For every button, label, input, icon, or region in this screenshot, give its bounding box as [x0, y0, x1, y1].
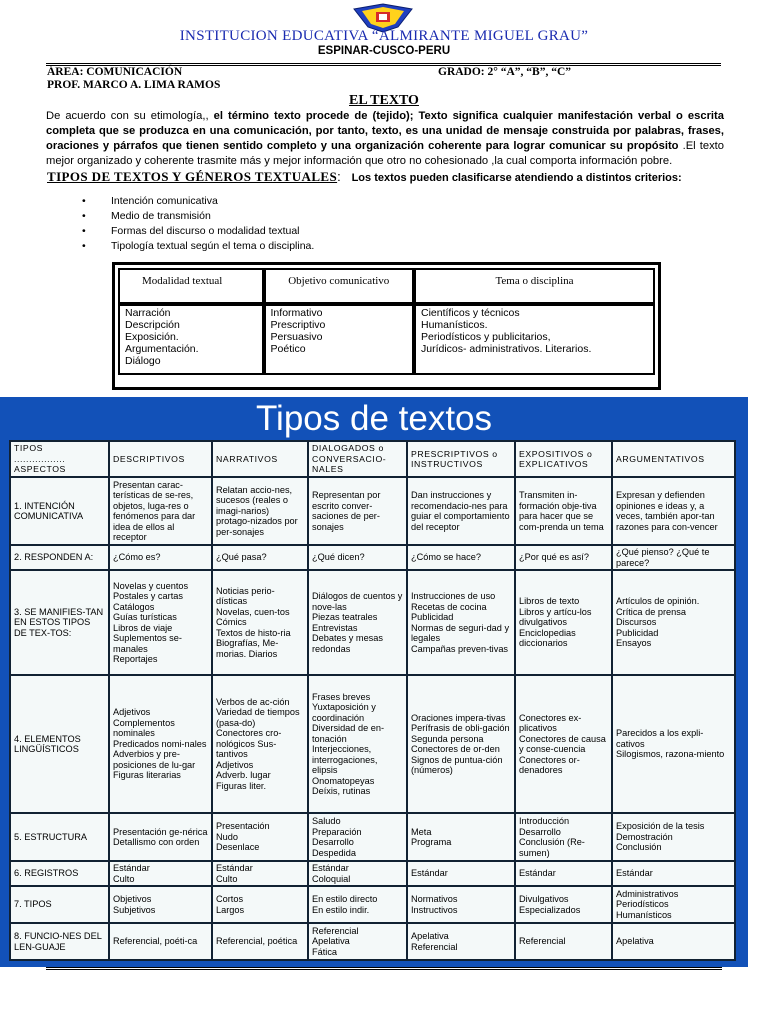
- list-item: • Formas del discurso o modalidad textual: [82, 224, 314, 239]
- types-panel-title: Tipos de textos: [255, 399, 493, 438]
- table-header: Tema o disciplina: [414, 268, 655, 304]
- table-cell: Diálogos de cuentos y nove-las Piezas teatrales Entrevistas Debates y mesas redondas: [308, 570, 407, 675]
- table-cell: Conectores ex-plicativos Conectores de causa y conse-cuencia Conectores or-denadores: [515, 675, 612, 813]
- table-cell: Representan por escrito conver-saciones de per-sonajes: [308, 477, 407, 545]
- types-heading-title: TIPOS DE TEXTOS Y GÉNEROS TEXTUALES: [47, 169, 338, 184]
- table-cell: ¿Qué dicen?: [308, 545, 407, 570]
- types-heading-criteria: Los textos pueden clasificarse atendiendo a distintos criterios:: [351, 172, 682, 184]
- intro-text-end: .El texto mejor organizado y coherente trasmite más y mejor información que otro no cohesionado ,la cual comporta información pobre.: [46, 140, 724, 167]
- table-header: Modalidad textual: [118, 268, 264, 304]
- table-cell: Presentación ge-nérica Detallismo con orden: [109, 813, 212, 861]
- classification-box: [112, 262, 661, 390]
- table-cell: Estándar: [515, 861, 612, 886]
- table-row: [10, 813, 735, 861]
- school-name: INSTITUCION EDUCATIVA “ALMIRANTE MIGUEL GRAU”: [179, 28, 589, 44]
- row-label: 4. ELEMENTOS LINGÜÍSTICOS: [10, 675, 109, 813]
- table-cell: Noticias perio-dísticas Novelas, cuen-tos Cómics Textos de histo-ria Biografías, Me-morias. Diarios: [212, 570, 308, 675]
- table-cell: Objetivos Subjetivos: [109, 886, 212, 923]
- table-row: [10, 545, 735, 570]
- section-title: EL TEXTO: [349, 93, 419, 108]
- table-cell: Saludo Preparación Desarrollo Despedida: [308, 813, 407, 861]
- table-cell: Referencial Apelativa Fática: [308, 923, 407, 960]
- table-cell: Estándar Culto: [109, 861, 212, 886]
- table-header: DESCRIPTIVOS: [109, 441, 212, 477]
- table-header: NARRATIVOS: [212, 441, 308, 477]
- types-heading: [47, 169, 682, 185]
- table-cell: Estándar Coloquial: [308, 861, 407, 886]
- list-item: • Intención comunicativa: [82, 194, 314, 209]
- teacher-name: PROF. MARCO A. LIMA RAMOS: [47, 79, 221, 91]
- table-cell: Referencial, poéti-ca: [109, 923, 212, 960]
- table-cell: Dan instrucciones y recomendacio-nes para guiar el comportamiento del receptor: [407, 477, 515, 545]
- table-cell: Exposición de la tesis Demostración Conclusión: [612, 813, 735, 861]
- table-cell: Introducción Desarrollo Conclusión (Re-sumen): [515, 813, 612, 861]
- table-cell: ¿Cómo es?: [109, 545, 212, 570]
- school-location: ESPINAR-CUSCO-PERU: [317, 45, 451, 57]
- table-cell: Frases breves Yuxtaposición y coordinación Diversidad de en-tonación Interjecciones, interrogaciones, elipsis Onomatopeyas Deíxis, rutinas: [308, 675, 407, 813]
- table-cell: Informativo Prescriptivo Persuasivo Poético: [264, 304, 414, 375]
- table-cell: Oraciones impera-tivas Perífrasis de obli-gación Segunda persona Conectores de or-den Signos de puntua-ción (números): [407, 675, 515, 813]
- table-cell: Cortos Largos: [212, 886, 308, 923]
- table-cell: Referencial, poética: [212, 923, 308, 960]
- table-header: TIPOS ................. ASPECTOS: [10, 441, 109, 477]
- table-cell: Expresan y defienden opiniones e ideas y, a veces, también apor-tan razones para con-vencer: [612, 477, 735, 545]
- table-row: [10, 441, 735, 477]
- table-cell: Administrativos Periodísticos Humanísticos: [612, 886, 735, 923]
- intro-paragraph: [46, 109, 724, 169]
- table-cell: Artículos de opinión. Crítica de prensa Discursos Publicidad Ensayos: [612, 570, 735, 675]
- table-cell: En estilo directo En estilo indir.: [308, 886, 407, 923]
- table-row: [10, 886, 735, 923]
- table-cell: Relatan accio-nes, sucesos (reales o imagi-narios) protago-nizados por per-sonajes: [212, 477, 308, 545]
- row-label: 8. FUNCIO-NES DEL LEN-GUAJE: [10, 923, 109, 960]
- table-header: EXPOSITIVOS o EXPLICATIVOS: [515, 441, 612, 477]
- table-cell: Instrucciones de uso Recetas de cocina Publicidad Normas de seguri-dad y legales Campañas preven-tivas: [407, 570, 515, 675]
- table-cell: Meta Programa: [407, 813, 515, 861]
- row-label: 3. SE MANIFIES-TAN EN ESTOS TIPOS DE TEX-TOS:: [10, 570, 109, 675]
- table-header: ARGUMENTATIVOS: [612, 441, 735, 477]
- table-header: PRESCRIPTIVOS o INSTRUCTIVOS: [407, 441, 515, 477]
- subject-area: ÁREA: COMUNICACIÓN: [47, 66, 183, 78]
- intro-text-bold: el término texto procede de (tejido); Texto significa cualquier manifestación verbal o escrita completa que se produzca en una comunicación, por tanto, texto, es una unidad de mensaje construida por palabras, frases, oraciones y párrafos que tienen sentido completo y una organización coherente para lograr comunicar su propósito: [46, 110, 724, 152]
- row-label: 7. TIPOS: [10, 886, 109, 923]
- table-row: [10, 675, 735, 813]
- table-cell: Normativos Instructivos: [407, 886, 515, 923]
- criteria-list: [82, 194, 314, 254]
- table-cell: Adjetivos Complementos nominales Predicados nomi-nales Adverbios y pre-posiciones de lu-gar Figuras literarias: [109, 675, 212, 813]
- table-cell: Estándar: [612, 861, 735, 886]
- table-cell: Referencial: [515, 923, 612, 960]
- table-row: [10, 861, 735, 886]
- row-label: 1. INTENCIÓN COMUNICATIVA: [10, 477, 109, 545]
- table-cell: ¿Qué pasa?: [212, 545, 308, 570]
- table-cell: Libros de texto Libros y artícu-los divulgativos Enciclopedias diccionarios: [515, 570, 612, 675]
- list-item: • Tipología textual según el tema o disciplina.: [82, 239, 314, 254]
- table-cell: Presentan carac-terísticas de se-res, objetos, luga-res o fenómenos para dar idea de ellos al receptor: [109, 477, 212, 545]
- intro-text-start: De acuerdo con su etimología,,: [46, 110, 214, 122]
- row-label: 2. RESPONDEN A:: [10, 545, 109, 570]
- types-heading-colon: :: [337, 169, 341, 184]
- table-cell: Transmiten in-formación obje-tiva para hacer que se com-prenda un tema: [515, 477, 612, 545]
- table-cell: ¿Cómo se hace?: [407, 545, 515, 570]
- table-cell: Narración Descripción Exposición. Argumentación. Diálogo: [118, 304, 264, 375]
- row-label: 6. REGISTROS: [10, 861, 109, 886]
- table-cell: Presentación Nudo Desenlace: [212, 813, 308, 861]
- table-cell: Divulgativos Especializados: [515, 886, 612, 923]
- table-header: Objetivo comunicativo: [264, 268, 414, 304]
- footer-rule: [46, 967, 722, 970]
- table-cell: Estándar: [407, 861, 515, 886]
- table-cell: Parecidos a los expli-cativos Silogismos, razona-miento: [612, 675, 735, 813]
- table-cell: Apelativa: [612, 923, 735, 960]
- table-row: [10, 923, 735, 960]
- table-header: DIALOGADOS o CONVERSACIO-NALES: [308, 441, 407, 477]
- classification-table: [118, 268, 655, 375]
- types-table: [9, 440, 736, 961]
- table-cell: Estándar Culto: [212, 861, 308, 886]
- table-cell: Novelas y cuentos Postales y cartas Catálogos Guías turísticas Libros de viaje Suplementos se-manales Reportajes: [109, 570, 212, 675]
- table-row: [10, 570, 735, 675]
- grade-info: GRADO: 2° “A”, “B”, “C”: [438, 66, 572, 78]
- table-cell: ¿Qué pienso? ¿Qué te parece?: [612, 545, 735, 570]
- table-cell: Apelativa Referencial: [407, 923, 515, 960]
- table-cell: ¿Por qué es así?: [515, 545, 612, 570]
- table-cell: Verbos de ac-ción Variedad de tiempos (pasa-do) Conectores cro-nológicos Sus-tantivos Adjetivos Adverb. lugar Figuras liter.: [212, 675, 308, 813]
- table-cell: Científicos y técnicos Humanísticos. Periodísticos y publicitarios, Jurídicos- administrativos. Literarios.: [414, 304, 655, 375]
- row-label: 5. ESTRUCTURA: [10, 813, 109, 861]
- list-item: • Medio de transmisión: [82, 209, 314, 224]
- table-row: [10, 477, 735, 545]
